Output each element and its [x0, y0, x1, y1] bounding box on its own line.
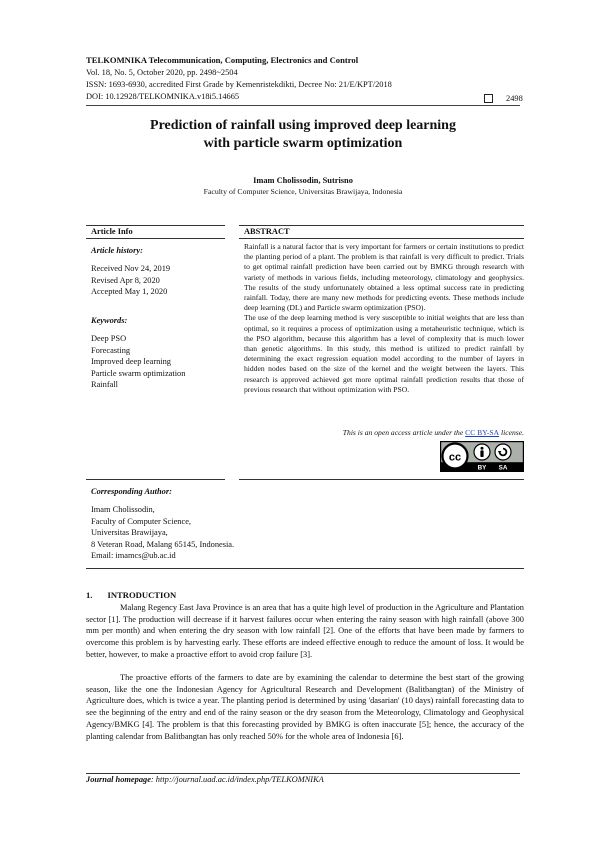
corresponding-heading: Corresponding Author: — [91, 487, 172, 496]
article-history-heading: Article history: — [91, 246, 143, 255]
issn-line: ISSN: 1693-6930, accredited First Grade by Kemenristekdikti, Decree No: 21/E/KPT/2018 — [86, 80, 392, 89]
title-line-1: Prediction of rainfall using improved deep learning — [150, 118, 456, 133]
keyword-item: Deep PSO — [91, 334, 127, 343]
corresponding-line: Universitas Brawijaya, — [91, 528, 168, 537]
journal-homepage — [86, 775, 324, 784]
received-date: Received Nov 24, 2019 — [91, 264, 171, 273]
affiliation: Faculty of Computer Science, Universitas Brawijaya, Indonesia — [203, 187, 403, 196]
corresponding-right-rule — [239, 479, 524, 480]
doi-line: DOI: 10.12928/TELKOMNIKA.v18i5.14665 — [86, 92, 240, 101]
article-info-heading: Article Info — [91, 227, 133, 236]
license-link[interactable]: CC BY-SA — [465, 428, 500, 437]
person-body — [480, 450, 483, 457]
page-number: 2498 — [506, 94, 523, 103]
journal-name: TELKOMNIKA Telecommunication, Computing, Electronics and Control — [86, 55, 359, 65]
keyword-item: Improved deep learning — [91, 357, 171, 366]
page-square-icon — [484, 94, 493, 103]
volume-line: Vol. 18, No. 5, October 2020, pp. 2498~2504 — [86, 68, 238, 77]
corresponding-bottom-rule — [86, 568, 524, 569]
revised-date: Revised Apr 8, 2020 — [91, 275, 160, 285]
abstract-heading: ABSTRACT — [244, 227, 290, 236]
accepted-date: Accepted May 1, 2020 — [91, 287, 168, 296]
license-suffix: license. — [499, 428, 524, 437]
keyword-item: Forecasting — [91, 345, 131, 355]
corresponding-line: Faculty of Computer Science, — [91, 516, 192, 526]
abstract-paragraph: Rainfall is a natural factor that is very important for farmers or certain institutions to predict the planting period of a plant. The problem is that rainfall is very difficult to predict. Trials to get optimal rainfall prediction have been carried out by BMKG through research with variety of methods in various fields, including meteorology, climatology and geophysics. The results of the study unfortunately obtained a less optimal success rate in predicting rainfall. Today, there are many new methods for predicting events. These methods include deep learning (DL) and Particle swarm optimization (PSO). — [244, 242, 524, 313]
intro-paragraph-2: The proactive efforts of the farmers to date are by examining the calendar to determine the best start of the growing season, like the one the Indonesian Agency for Agricultural Research and Development (Balitbangtan) of the Ministry of Agriculture does, which is twice a year. The planting period is determined by using 'dasarian' (10 days) rainfall forecasting data to see the beginning of the entry and end of the rainy season or the dry season from the Meteorology, Climatology and Geophysical Agency/BMKG [4]. The problem is that this forecasting provided by BMKG is often inaccurate [5]; hence, the accuracy of the planting calendar from Balitbangtan has only reached 50% for the whole area of Indonesia [6]. — [86, 673, 524, 741]
intro-paragraph-1: Malang Regency East Java Province is an area that has a quite high level of production in the Agriculture and Plantation sector [1]. The production will decrease if it harvest failures occur when entering the rainy season with high rainfall (above 300 mm per month) and when entering the dry season with low rainfall [2]. One of the efforts that have been made by farmers to overcome this problem is by harvesting early. These efforts are indeed effective enough to reduce the amount of loss. It would be better, however, to make a proactive effort to avoid crop failure [3]. — [86, 603, 524, 659]
corresponding-line: Imam Cholissodin, — [91, 505, 155, 514]
header-rule — [86, 105, 520, 106]
article-info-top-rule — [86, 225, 225, 226]
author-names: Imam Cholissodin, Sutrisno — [253, 176, 353, 185]
abstract-bottom-rule — [239, 238, 524, 239]
share-alike-icon — [495, 444, 511, 460]
license-prefix: This is an open access article under the — [342, 428, 466, 437]
abstract-top-rule — [239, 225, 524, 226]
corresponding-left-rule — [86, 479, 225, 480]
badge-by-label: BY — [477, 464, 487, 472]
license-note — [244, 428, 524, 437]
article-info-bottom-rule — [86, 238, 225, 239]
corresponding-email: Email: imamcs@ub.ac.id — [91, 551, 176, 560]
corresponding-line: 8 Veteran Road, Malang 65145, Indonesia. — [91, 539, 235, 549]
introduction-paragraph — [86, 672, 524, 742]
title-line-2: with particle swarm optimization — [203, 135, 403, 151]
keyword-item: Rainfall — [91, 380, 118, 389]
footer-rule — [86, 773, 520, 774]
person-head — [481, 447, 484, 450]
abstract-paragraph: The use of the deep learning method is very susceptible to initial weights that are less than optimal, so it requires a process of optimization using a metaheuristic technique, which is the PSO algorithm, because this algorithm has a level of complexity that is much lower than genetic algorithms. In this study, this method is utilized to predict rainfall by determining the exact regression equation model according to the number of layers in hidden nodes based on the size of the kernel and the weight between the layers. This research is approved achieved get more optimal rainfall prediction results that those of previous research that without optimization with PSO. — [244, 313, 524, 394]
homepage-url[interactable]: : http://journal.uad.ac.id/index.php/TELKOMNIKA — [150, 775, 324, 784]
badge-sa-label: SA — [498, 464, 508, 472]
keywords-heading: Keywords: — [91, 316, 128, 325]
introduction-heading: 1. INTRODUCTION — [86, 590, 177, 600]
introduction-paragraph — [86, 602, 524, 661]
cc-logo-letters: cc — [448, 451, 462, 464]
cc-by-sa-badge[interactable] — [440, 441, 524, 472]
homepage-label: Journal homepage — [86, 775, 151, 784]
abstract-text — [244, 242, 524, 395]
paper-title — [86, 117, 520, 152]
keyword-item: Particle swarm optimization — [91, 368, 186, 378]
